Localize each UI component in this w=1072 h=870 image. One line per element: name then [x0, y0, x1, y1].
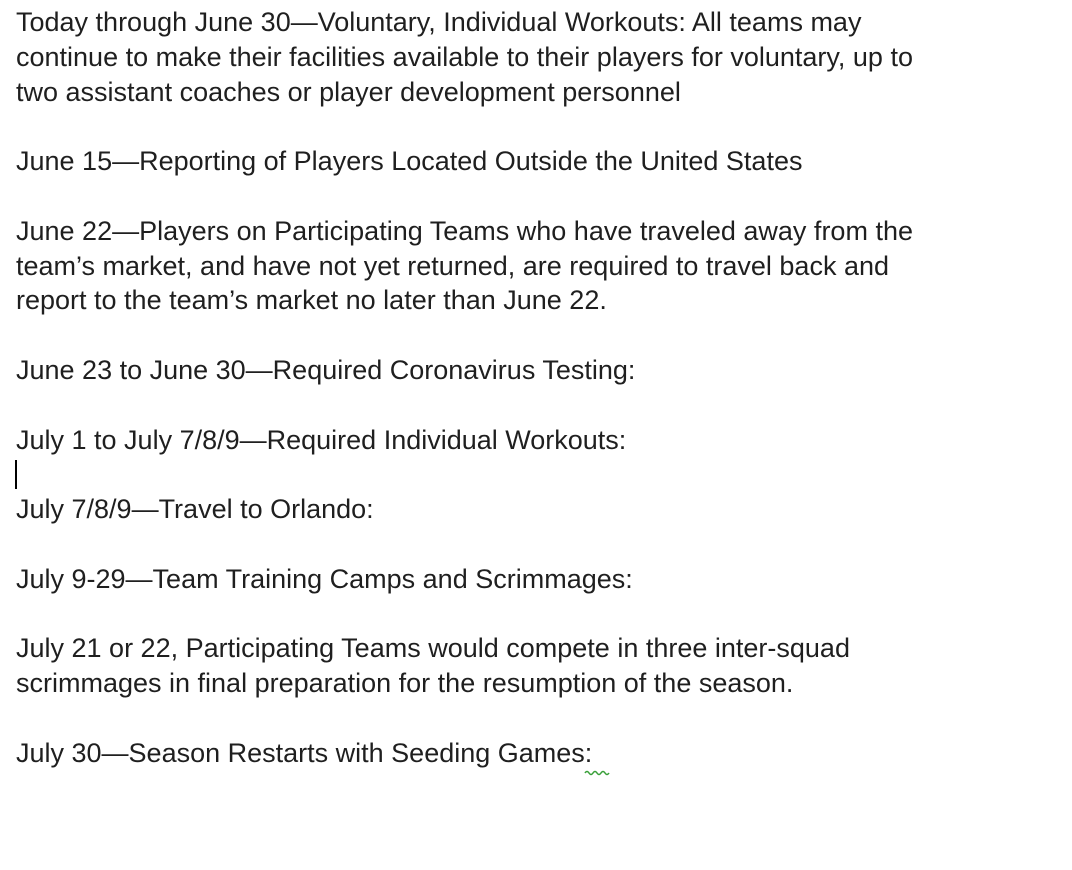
paragraph-season-restarts-text: July 30—Season Restarts with Seeding Games	[16, 737, 585, 768]
blank-line	[16, 179, 936, 214]
blank-line	[16, 318, 936, 353]
paragraph-season-restarts	[16, 736, 936, 771]
document-body[interactable]	[16, 5, 936, 771]
spellcheck-flagged-text[interactable]	[585, 736, 593, 771]
text-cursor-icon	[15, 460, 17, 489]
blank-line	[16, 388, 936, 423]
spellcheck-squiggle-icon	[585, 769, 611, 777]
paragraph-training-camps: July 9-29—Team Training Camps and Scrimmages:	[16, 563, 633, 594]
paragraph-june-23-30: June 23 to June 30—Required Coronavirus Testing:	[16, 354, 636, 385]
blank-line-with-cursor[interactable]	[16, 457, 936, 492]
blank-line	[16, 597, 936, 632]
paragraph-june-22: June 22—Players on Participating Teams who have traveled away from the team’s market, and have not yet returned, are required to travel back and report to the team’s market no later than June 22.	[16, 215, 913, 316]
paragraph-june-15: June 15—Reporting of Players Located Outside the United States	[16, 146, 803, 177]
blank-line	[16, 701, 936, 736]
trailing-colon: :	[584, 737, 593, 768]
paragraph-july-1-9: July 1 to July 7/8/9—Required Individual Workouts:	[16, 424, 627, 455]
paragraph-scrimmages: July 21 or 22, Participating Teams would compete in three inter-squad scrimmages in final preparation for the resumption of the season.	[16, 633, 850, 699]
paragraph-travel-orlando: July 7/8/9—Travel to Orlando:	[16, 494, 374, 525]
blank-line	[16, 527, 936, 562]
paragraph-voluntary-workouts: Today through June 30—Voluntary, Individual Workouts: All teams may continue to make their facilities available to their players for voluntary, up to two assistant coaches or player development personnel	[16, 7, 913, 107]
blank-line	[16, 109, 936, 144]
